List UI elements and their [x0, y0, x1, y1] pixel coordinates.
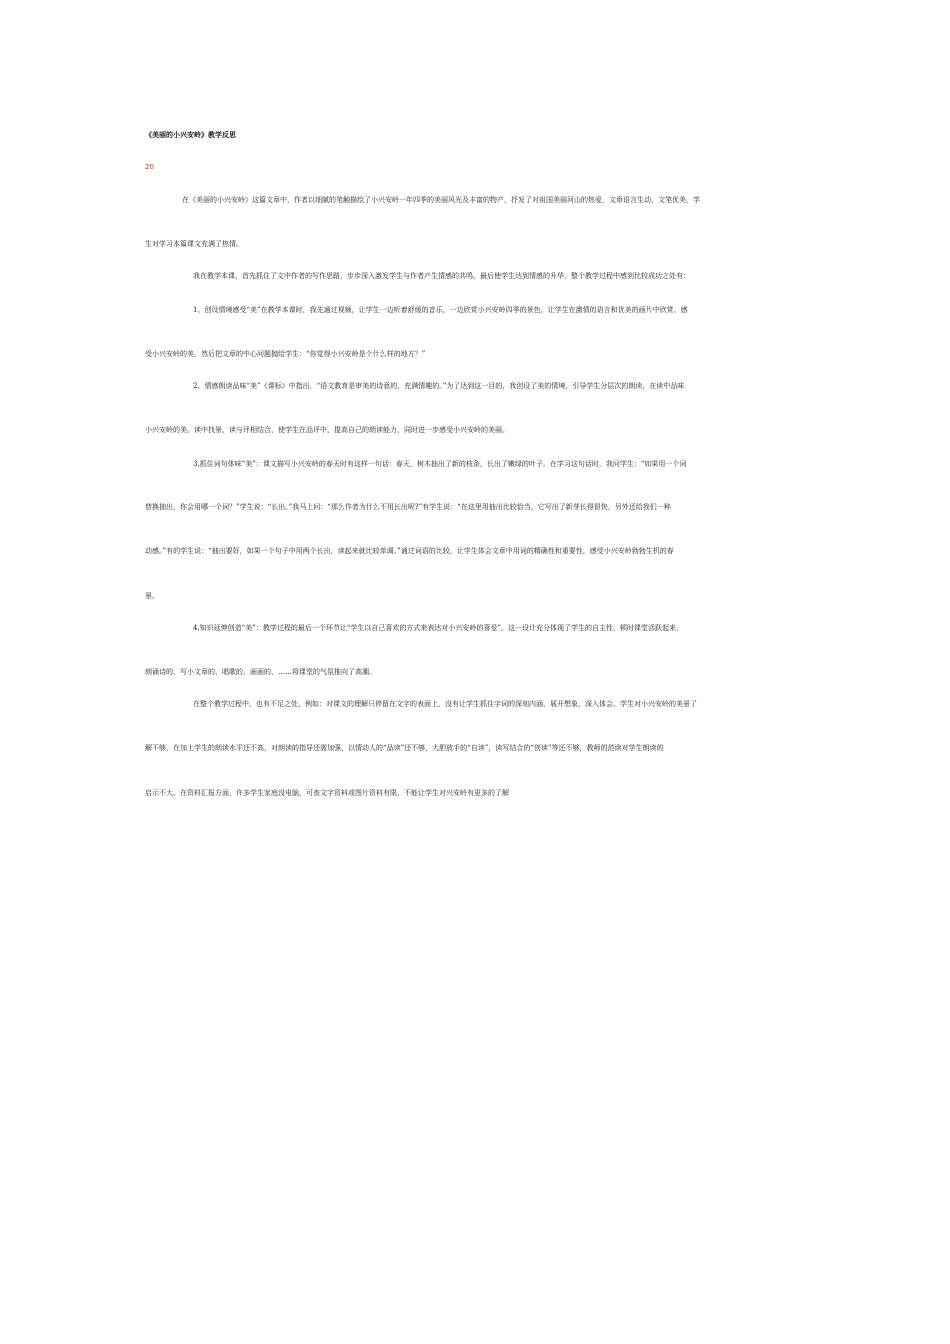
document-number: 20 [145, 163, 154, 171]
text-line: 3,抓住词句体味“美”：课文描写小兴安岭的春天时有这样一句话：春天，树木抽出了新的枝条，长出了嫩绿的叶子。在学习这句话时，我问学生：“如果用一个词 [193, 460, 687, 468]
text-line: 2、情感朗读品味“美”《课标》中指出，“语文教育是审美的诗意的，充满情趣的。”为了达到这一目的，我创设了美的情境，引导学生分层次的朗读，在读中品味 [193, 382, 685, 390]
text-line: 4,知识延伸创造“美”：教学过程的最后一个环节让“学生以自己喜欢的方式来表达对小兴安岭的喜爱”。这一设计充分体现了学生的自主性，顿时课堂活跃起来， [193, 624, 683, 632]
text-line: 小兴安岭的美。读中找景，读与评相结合，使学生在品评中，提高自己的朗读能力，同时进一步感受小兴安岭的美丽。 [145, 426, 509, 434]
text-line: 解不够，在加上学生的朗读水平还不高，对朗读的指导还需加强，以情动人的“品读”还不够，大胆放手的“自读”，读写结合的“创读”等还不够，教师的范读对学生朗读的 [145, 744, 664, 752]
text-line: 生对学习本篇课文充满了热情。 [145, 240, 243, 248]
text-line: 我在教学本课，首先抓住了文中作者的写作思路，步步深入激发学生与作者产生情感的共鸣，最后使学生达到情感的升华，整个教学过程中感到比较成功之处有： [193, 272, 690, 280]
text-line: 受小兴安岭的美，然后把文章的中心问题抛给学生：“你觉得小兴安岭是个什么样的地方？” [145, 350, 426, 358]
text-line: 1、创设情境感受“美”在教学本课时，我先通过视频，让学生一边听着舒缓的音乐，一边欣赏小兴安岭四季的景色，让学生在激情的语言和优美的画片中欣赏、感 [193, 306, 688, 314]
text-line: 替换抽出，你会用哪一个词？”学生说：“长出。”我马上问：“那么作者为什么不用长出呢?”有学生说：“在这里用抽出比较恰当，它写出了新芽长得很快，另外还给我们一种 [145, 503, 671, 511]
text-line: 在《美丽的小兴安岭》这篇文章中，作者以细腻的笔触描绘了小兴安岭一年四季的美丽风光及丰富的物产，抒发了对祖国美丽河山的热爱，文章语言生动，文笔优美，学 [182, 196, 700, 204]
document-title: 《美丽的小兴安岭》教学反思 [145, 131, 236, 139]
text-line: 朗诵诗的、写小文章的、唱歌的、画画的、……将课堂的气氛推向了高潮。 [145, 668, 376, 676]
text-line: 在整个教学过程中，也有不足之处，例如：对课文的理解只停留在文字的表面上，没有让学生抓住字词的深刻内涵，展开想象，深入体会。学生对小兴安岭的美景了 [193, 700, 697, 708]
text-line: 景。 [145, 592, 159, 600]
text-line: 启示不大。在资料汇报方面，许多学生家庭没电脑，可查文字资料或图片资料有限，不能让学生对兴安岭有更多的了解 [145, 789, 509, 797]
text-line: 动感。”有的学生说：“抽出要好，如果一个句子中用两个长出，读起来就比较单调。”通过词语的比较，让学生体会文章中用词的精确性和重要性，感受小兴安岭勃勃生机的春 [145, 547, 674, 555]
